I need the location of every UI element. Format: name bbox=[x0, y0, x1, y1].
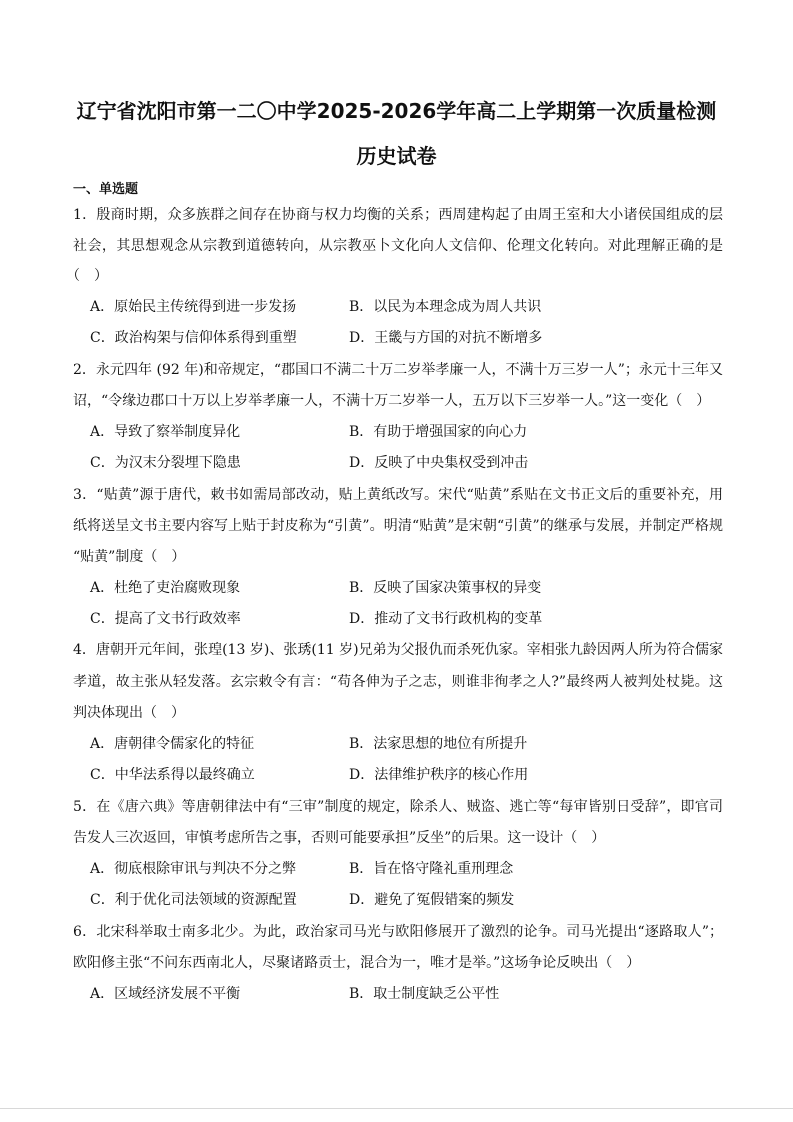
question-6-option-a[interactable]: A．区域经济发展不平衡 bbox=[90, 986, 241, 1002]
question-2-line-1: 2．永元四年 (92 年)和帝规定，“郡国口不满二十万二岁举孝廉一人，不满十万三岁一人”；永元十三年又 bbox=[73, 362, 723, 378]
question-3-option-a[interactable]: A．杜绝了吏治腐败现象 bbox=[90, 580, 241, 596]
question-5-line-1: 5．在《唐六典》等唐朝律法中有“三审”制度的规定，除杀人、贼盗、逃亡等“每审皆别日受辞”，即官司 bbox=[73, 799, 723, 815]
question-2-line-2: 诏，“令缘边郡口十万以上岁举孝廉一人，不满十万二岁举一人，五万以下三岁举一人。”这一变化（ ） bbox=[73, 393, 711, 409]
question-5-option-d[interactable]: D．避免了冤假错案的频发 bbox=[349, 892, 515, 908]
question-2-option-b[interactable]: B．有助于增强国家的向心力 bbox=[349, 424, 528, 440]
page-title: 辽宁省沈阳市第一二〇中学2025-2026学年高二上学期第一次质量检测 bbox=[76, 99, 717, 123]
question-2-option-d[interactable]: D．反映了中央集权受到冲击 bbox=[349, 455, 529, 471]
section-heading: 一、单选题 bbox=[73, 182, 139, 197]
page-subtitle: 历史试卷 bbox=[356, 144, 437, 168]
question-5-option-c[interactable]: C．利于优化司法领域的资源配置 bbox=[90, 892, 297, 908]
question-1-option-d[interactable]: D．王畿与方国的对抗不断增多 bbox=[349, 330, 543, 346]
question-5-option-b[interactable]: B．旨在恪守隆礼重刑理念 bbox=[349, 861, 514, 877]
question-4-option-c[interactable]: C．中华法系得以最终确立 bbox=[90, 767, 255, 783]
question-4-line-1: 4．唐朝开元年间，张瑝(13 岁)、张琇(11 岁)兄弟为父报仇而杀死仇家。宰相张九龄因两人所为符合儒家 bbox=[73, 642, 723, 658]
page-bottom-divider bbox=[0, 1108, 793, 1109]
question-2-option-c[interactable]: C．为汉末分裂埋下隐患 bbox=[90, 455, 241, 471]
question-3-line-2: 纸将送呈文书主要内容写上贴于封皮称为“引黄”。明清“贴黄”是宋朝“引黄”的继承与发展，并制定严格规 bbox=[73, 518, 723, 534]
question-3-option-d[interactable]: D．推动了文书行政机构的变革 bbox=[349, 611, 543, 627]
question-3-option-c[interactable]: C．提高了文书行政效率 bbox=[90, 611, 241, 627]
question-4-line-3: 判决体现出（ ） bbox=[73, 705, 185, 721]
question-1-line-1: 1．殷商时期，众多族群之间存在协商与权力均衡的关系；西周建构起了由周王室和大小诸侯国组成的层 bbox=[73, 207, 723, 223]
question-5-option-a[interactable]: A．彻底根除审讯与判决不分之弊 bbox=[90, 861, 297, 877]
question-6-line-2: 欧阳修主张“不问东西南北人，尽聚诸路贡士，混合为一，唯才是举。”这场争论反映出（ ） bbox=[73, 955, 641, 971]
question-2-option-a[interactable]: A．导致了察举制度异化 bbox=[90, 424, 241, 440]
question-1-option-c[interactable]: C．政治构架与信仰体系得到重塑 bbox=[90, 330, 297, 346]
question-3-line-1: 3．“贴黄”源于唐代，敕书如需局部改动，贴上黄纸改写。宋代“贴黄”系贴在文书正文后的重要补充，用 bbox=[73, 487, 723, 503]
question-4-option-a[interactable]: A．唐朝律令儒家化的特征 bbox=[90, 736, 255, 752]
question-4-option-b[interactable]: B．法家思想的地位有所提升 bbox=[349, 736, 528, 752]
question-4-line-2: 孝道，故主张从轻发落。玄宗敕令有言：“苟各伸为子之志，则谁非徇孝之人?”最终两人被判处杖毙。这 bbox=[73, 674, 723, 690]
question-1-line-3: （ ） bbox=[66, 268, 108, 284]
question-1-option-b[interactable]: B．以民为本理念成为周人共识 bbox=[349, 299, 542, 315]
question-3-option-b[interactable]: B．反映了国家决策事权的异变 bbox=[349, 580, 542, 596]
question-6-option-b[interactable]: B．取士制度缺乏公平性 bbox=[349, 986, 500, 1002]
question-1-option-a[interactable]: A．原始民主传统得到进一步发扬 bbox=[90, 299, 297, 315]
question-3-line-3: “贴黄”制度（ ） bbox=[73, 549, 186, 565]
question-4-option-d[interactable]: D．法律维护秩序的核心作用 bbox=[349, 767, 529, 783]
question-1-line-2: 社会，其思想观念从宗教到道德转向，从宗教巫卜文化向人文信仰、伦理文化转向。对此理解正确的是 bbox=[73, 238, 723, 254]
question-5-line-2: 告发人三次返回，审慎考虑所告之事，否则可能要承担”反坐”的后果。这一设计（ ） bbox=[73, 830, 606, 846]
question-6-line-1: 6．北宋科举取士南多北少。为此，政治家司马光与欧阳修展开了激烈的论争。司马光提出“逐路取人”； bbox=[73, 924, 723, 940]
